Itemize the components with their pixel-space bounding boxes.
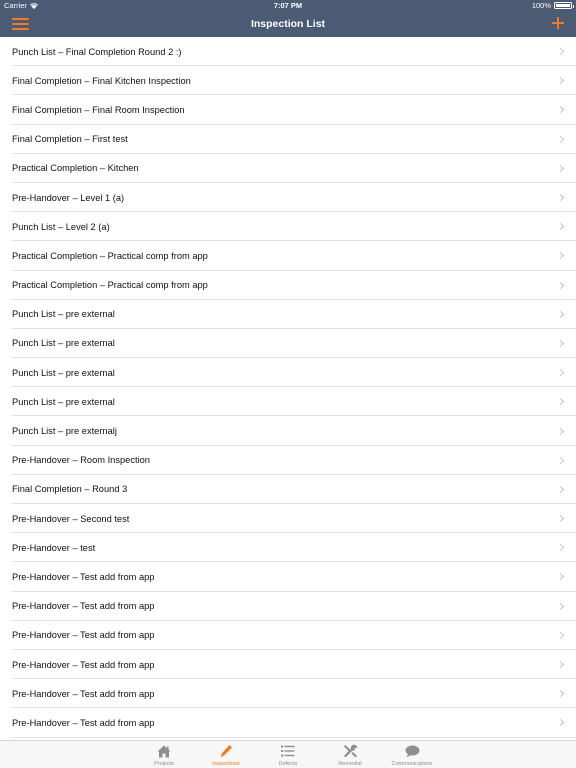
carrier-label: Carrier	[4, 1, 27, 10]
chevron-right-icon	[557, 369, 564, 376]
chevron-right-icon	[557, 719, 564, 726]
inspection-list-item[interactable]	[0, 592, 576, 621]
chevron-right-icon	[557, 515, 564, 522]
inspection-name: Final Completion – Round 3	[12, 484, 128, 495]
inspection-name: Punch List – Final Completion Round 2 :)	[12, 46, 182, 57]
inspection-name: Punch List – pre external	[12, 309, 115, 320]
battery-icon	[554, 2, 572, 9]
tab-inspections[interactable]	[195, 741, 257, 768]
inspection-name: Punch List – pre external	[12, 367, 115, 378]
tools-icon	[342, 743, 358, 759]
inspection-list-item[interactable]	[0, 562, 576, 591]
status-left	[4, 1, 38, 10]
chevron-right-icon	[557, 77, 564, 84]
inspection-name: Final Completion – Final Kitchen Inspection	[12, 75, 191, 86]
inspection-list-item[interactable]	[0, 95, 576, 124]
chevron-right-icon	[557, 690, 564, 697]
chevron-right-icon	[557, 223, 564, 230]
chevron-right-icon	[557, 573, 564, 580]
chevron-right-icon	[557, 106, 564, 113]
inspection-name: Pre-Handover – Test add from app	[12, 601, 155, 612]
chevron-right-icon	[557, 398, 564, 405]
chevron-right-icon	[557, 340, 564, 347]
inspection-name: Punch List – pre external	[12, 396, 115, 407]
tab-label: Remedial	[338, 761, 362, 767]
inspection-name: Pre-Handover – Level 1 (a)	[12, 192, 125, 203]
inspection-list-item[interactable]	[0, 329, 576, 358]
chevron-right-icon	[557, 486, 564, 493]
status-right	[532, 1, 572, 10]
inspection-name: Pre-Handover – Test add from app	[12, 659, 155, 670]
chat-bubble-icon	[404, 743, 420, 759]
inspection-name: Pre-Handover – Second test	[12, 513, 130, 524]
inspection-list-item[interactable]	[0, 271, 576, 300]
chevron-right-icon	[557, 311, 564, 318]
inspection-list-item[interactable]	[0, 154, 576, 183]
chevron-right-icon	[557, 136, 564, 143]
chevron-right-icon	[557, 165, 564, 172]
inspection-list-item[interactable]	[0, 358, 576, 387]
inspection-name: Final Completion – First test	[12, 134, 128, 145]
chevron-right-icon	[557, 661, 564, 668]
inspection-name: Practical Completion – Kitchen	[12, 163, 139, 174]
inspection-name: Pre-Handover – test	[12, 542, 96, 553]
chevron-right-icon	[557, 252, 564, 259]
inspection-list-item[interactable]	[0, 650, 576, 679]
inspection-name: Final Completion – Final Room Inspection	[12, 104, 185, 115]
chevron-right-icon	[557, 427, 564, 434]
inspection-name: Punch List – pre externalj	[12, 426, 117, 437]
inspection-name: Pre-Handover – Room Inspection	[12, 455, 150, 466]
inspection-list-item[interactable]	[0, 475, 576, 504]
tab-communications[interactable]	[381, 741, 443, 768]
chevron-right-icon	[557, 457, 564, 464]
inspection-list-item[interactable]	[0, 241, 576, 270]
inspection-list-item[interactable]	[0, 533, 576, 562]
inspection-list-item[interactable]	[0, 212, 576, 241]
tab-projects[interactable]	[133, 741, 195, 768]
tab-bar	[0, 740, 576, 768]
inspection-list-item[interactable]	[0, 300, 576, 329]
battery-percentage: 100%	[531, 1, 551, 10]
inspection-list-item[interactable]	[0, 37, 576, 66]
inspection-list-item[interactable]	[0, 504, 576, 533]
tab-remedial[interactable]	[319, 741, 381, 768]
inspection-name: Punch List – Level 2 (a)	[12, 221, 110, 232]
inspection-name: Pre-Handover – Test add from app	[12, 630, 155, 641]
inspection-name: Punch List – pre external	[12, 338, 115, 349]
inspection-list-item[interactable]	[0, 387, 576, 416]
inspection-name: Pre-Handover – Test add from app	[12, 688, 155, 699]
chevron-right-icon	[557, 632, 564, 639]
navigation-bar	[0, 11, 576, 37]
chevron-right-icon	[557, 282, 564, 289]
hamburger-menu-icon[interactable]	[12, 18, 29, 30]
inspection-list-item[interactable]	[0, 125, 576, 154]
inspection-list-item[interactable]	[0, 446, 576, 475]
tab-label: Defects	[278, 761, 298, 767]
inspection-name: Pre-Handover – Test add from app	[12, 571, 155, 582]
tab-label: Projects	[154, 761, 174, 767]
pencil-icon	[218, 743, 234, 759]
page-title: Inspection List	[250, 18, 326, 30]
chevron-right-icon	[557, 603, 564, 610]
inspection-list-item[interactable]	[0, 66, 576, 95]
status-time: 7:07 PM	[273, 1, 303, 10]
tab-label: Inspections	[212, 761, 240, 767]
chevron-right-icon	[557, 194, 564, 201]
inspection-list-item[interactable]	[0, 679, 576, 708]
inspection-name: Pre-Handover – Test add from app	[12, 717, 155, 728]
tab-defects[interactable]	[257, 741, 319, 768]
inspection-list-item[interactable]	[0, 416, 576, 445]
wifi-icon	[30, 3, 38, 9]
chevron-right-icon	[557, 48, 564, 55]
status-bar	[0, 0, 576, 11]
house-icon	[156, 743, 172, 759]
inspection-name: Practical Completion – Practical comp from app	[12, 280, 208, 291]
inspection-list-item[interactable]	[0, 708, 576, 737]
list-icon	[280, 743, 296, 759]
add-inspection-plus-icon[interactable]	[551, 16, 565, 30]
chevron-right-icon	[557, 544, 564, 551]
inspection-list-item[interactable]	[0, 183, 576, 212]
inspection-list	[0, 37, 576, 740]
tab-label: Communications	[391, 761, 433, 767]
inspection-name: Practical Completion – Practical comp from app	[12, 250, 208, 261]
inspection-list-item[interactable]	[0, 621, 576, 650]
